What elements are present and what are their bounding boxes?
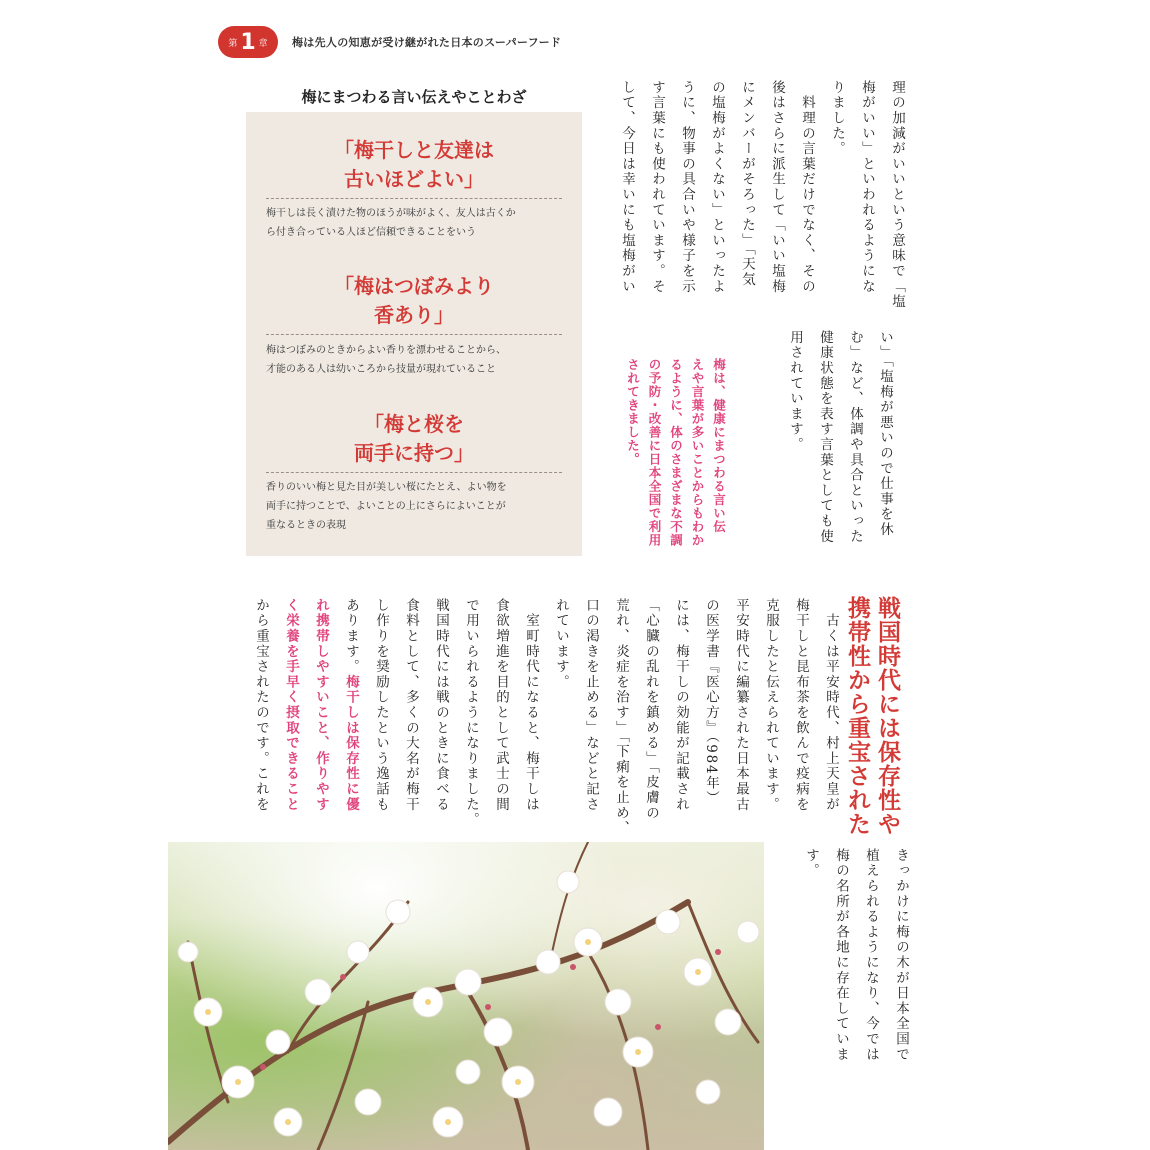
section-heading: 戦国時代には保存性や 携帯性から重宝された [844,596,900,836]
proverbs-heading: 梅にまつわる言い伝えやことわざ [301,88,527,106]
chapter-suffix: 章 [258,38,268,49]
plum-blossom-icon [168,842,764,1150]
divider [266,198,562,199]
paragraph: 古くは平安時代、村上天皇が 梅干しと昆布茶を飲んで疫病を 克服したと伝えられています。 平安時代に編纂された日本最古 の医学書『医心方』（984年） には、梅干しの効能が記載され 「心臓の乱れを鎮める」「皮膚の 荒れ、炎症を治す」「下痢を止め、 口の渇きを止める」などと記さ れています。 [553,598,839,837]
body-text-bottom [796,848,916,1088]
highlight-phrase: く栄養を手早く摂取できること [283,598,299,813]
proverb-description: 梅干しは長く漬けた物のほうが味がよく、友人は古くか ら付き合っている人ほど信頼できることをいう [266,208,516,238]
divider [266,472,562,473]
proverb-title: 「梅はつぼみより 香あり」 [334,274,494,327]
highlight-phrase: 梅干しは保存性に優 [343,674,359,813]
proverb-description: 香りのいい梅と見た目が美しい桜にたとえ、よい物を 両手に持つことで、よいことの上にさらによいことが 重なるときの表現 [266,482,507,531]
paragraph: 料理の言葉だけでなく、その 後はさらに派生して「いい塩梅 にメンバーがそろった」「天気 の塩梅がよくない」といったよ うに、物事の具合いや様子を示 す言葉にも使われています。そ して、今日は幸いにも塩梅がい [619,80,815,295]
divider [266,334,562,335]
body-text-middle [780,330,900,570]
proverbs-box [246,112,582,556]
plum-blossom-photo [168,842,764,1150]
paragraph: い」「塩梅が悪いので仕事を休 む」など、体調や具合といった 健康状態を表す言葉としても使 用されています。 [787,330,893,545]
highlight-phrase: れ携帯しやすいこと、作りやす [313,598,329,813]
chapter-badge [218,26,278,58]
chapter-title: 梅は先人の知恵が受け継がれた日本のスーパーフード [292,36,562,49]
body-text-section [246,598,846,837]
proverb-description: 梅はつぼみのときからよい香りを漂わせることから、 才能のある人は幼いころから技量が現れていること [266,345,506,375]
proverb-title: 「梅干しと友達は 古いほどよい」 [334,138,494,191]
health-highlight: 梅は、健康にまつわる言い伝 えや言葉が多いことからもわか るように、体のさまざまな不調 の予防・改善に日本全国で利用 されてきました。 [625,358,727,547]
chapter-number: 1 [240,29,256,55]
chapter-prefix: 第 [228,38,238,49]
proverb-title: 「梅と桜を 両手に持つ」 [354,412,474,465]
paragraph: 室町時代になると、梅干しは 食欲増進を目的として武士の間 で用いられるようになりました。 戦国時代には戦のときに食べる 食料として、多くの大名が梅干 し作りを奨励したという逸話も あります。梅干しは保存性に優 れ携帯しやすいこと、作りやす く栄養を手早く摂取できること から重宝されたのです。これを [253,598,539,828]
paragraph: きっかけに梅の木が日本全国で 植えられるようになり、今では 梅の名所が各地に存在していま す。 [803,848,909,1063]
body-text-top [612,80,912,320]
paragraph: 理の加減がいいという意味で「塩 梅がいい」といわれるようにな りました。 [829,80,905,310]
